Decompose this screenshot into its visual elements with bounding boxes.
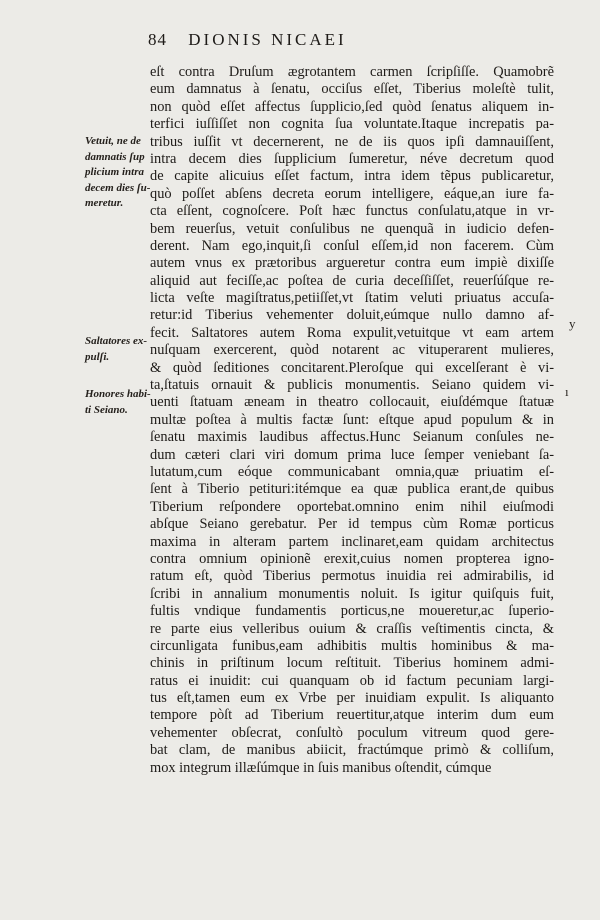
text-line: eum damnatus à ſenatu, occiſus eſſet, Tiberius moleſtè tulit, [150,81,554,98]
text-line: retur:id Tiberius vehementer doluit,eúmque nullo damno af- [150,307,554,324]
margin-note-line: decem dies ſu- [85,181,151,194]
margin-note-line: pulſi. [85,350,110,363]
text-line: ſenatu maximis laudibus affectus.Hunc Seianum conſules ne- [150,429,554,446]
text-line: dum cæteri clari viri domum prima luce ſemper veniebant ſa- [150,446,554,463]
text-line: Tiberium reſpondere oportebat.omnino enim nihil eiuſmodi [150,498,554,515]
text-line: aliquid aut feciſſe,ac poſtea de curia deceſſiſſet, reuerſúſque re- [150,272,554,289]
text-line: licta veſte magiſtratus,petiiſſet,vt ſtatim veluti priuatus accuſa- [150,290,554,307]
text-line: maxima in alteram partem inclinaret,eam quidam architectus [150,533,554,550]
text-line: nuſquam exercerent, quòd notarent ac vituperarent mulieres, [150,342,554,359]
margin-note-judgment-delay [85,134,149,212]
text-line: ſent à Tiberio petituri:itémque ea quæ publica erant,de quibus [150,481,554,498]
text-line: intra decem dies ſupplicium ſumeretur, néve decretum quod [150,150,554,167]
text-line: mox integrum illæſúmque in ſuis manibus oſtendit, cúmque [150,759,492,776]
text-line: bat clam, de manibus abiicit, fractúmque primò & colliſum, [150,742,554,759]
margin-note-line: damnatis ſup [85,150,145,163]
page-header [148,30,347,50]
margin-note-seianus [85,387,149,418]
text-line: terfici iuſſiſſet non cognita ſua voluntate.Itaque increpatis pa- [150,116,554,133]
text-line: uenti ſtatuam æneam in theatro collocauit, eiuſdémque ſtatuæ [150,394,554,411]
text-line: tempore pòſt ad Tiberium reuertitur,atque interim dum eum [150,707,554,724]
text-line: abſque Seiano gerebatur. Per id tempus cùm Romæ porticus [150,516,554,533]
text-line: & quòd ſeditiones concitarent.Pleroſque qui excelſerant è vi- [150,359,554,376]
text-line: re parte eius velleribus ouium & craſſis veſtimentis cincta, & [150,620,554,637]
text-line: fultis vndique fundamentis porticus,ne moueretur,ac ſuperio- [150,603,554,620]
text-line: cta eſſent, cognoſcere. Poſt hæc functus conſulatu,atque in vr- [150,203,554,220]
text-line: vehementer obſecrat, conſultò poculum vitreum quod gere- [150,724,554,741]
running-title: DIONIS NICAEI [188,30,347,49]
text-line: derent. Nam ego,inquit,ſi conſul eſſem,id non facerem. Cùm [150,237,554,254]
text-line: bem reuerſus, vetuit conſulibus ne quenquã in iudicio defen- [150,220,554,237]
page-number: 84 [148,30,167,49]
text-line: tus eſt,tamen eum ex Vrbe per inuidiam expulit. Is aliquanto [150,690,554,707]
text-line: circunligata funibus,eam adhibitis multis hominibus & ma- [150,637,554,654]
main-text-block [150,64,554,777]
margin-note-line: Vetuit, ne de [85,135,141,147]
margin-note-line: meretur. [85,197,124,209]
text-line: eſt contra Druſum ægrotantem carmen ſcripſiſſe. Quamobrẽ [150,64,554,80]
text-line: lutatum,cum eóque communicabant omnia,quæ priuatim eſ- [150,463,554,480]
margin-note-line: Honores habi- [85,388,151,400]
text-line: autem vnus ex prætoribus argueretur contra eum impiè dixiſſe [150,255,554,272]
margin-note-line: ti Seiano. [85,403,128,416]
text-line: ratum eſt, quòd Tiberius permotus inuidia rei admirabilis, id [150,568,554,585]
text-line: ratus ei inuidit: cui quanquam ob id factum pecuniam largi- [150,672,554,689]
margin-note-dancers [85,334,149,365]
text-line: tribus iuſſit vt decernerent, ne de iis quos ipſi damnauiſſent, [150,133,554,150]
text-line: fecit. Saltatores autem Roma expulit,vetuitque vt eam artem [150,324,554,341]
text-line: ta,ſtatuis ornauit & publicis monumentis. Seiano quidem vi- [150,377,554,394]
text-line: quò poſſet abſens decreta eorum intelligere, eáque,an iure fa- [150,185,554,202]
edge-mark: ı [565,384,569,399]
text-line: de capite alicuius eſſet factum, intra idem tẽpus publicaretur, [150,168,554,185]
text-line: non quòd eſſet affectus ſupplicio,ſed quòd ſenatus aliquem in- [150,98,554,115]
margin-note-line: plicium intra [85,166,144,178]
text-line: multæ poſtea à multis factæ ſunt: eſtque apud populum & in [150,411,554,428]
edge-mark: y [569,316,576,331]
text-line: chinis in priſtinum locum reſtituit. Tiberius hominem admi- [150,655,554,672]
text-line: ſcribi in annalium monumentis noluit. Is igitur quiſquis fuit, [150,585,554,602]
text-line: contra omnium opinionẽ erexit,cuius nomen propterea igno- [150,550,554,567]
margin-note-line: Saltatores ex- [85,335,148,347]
